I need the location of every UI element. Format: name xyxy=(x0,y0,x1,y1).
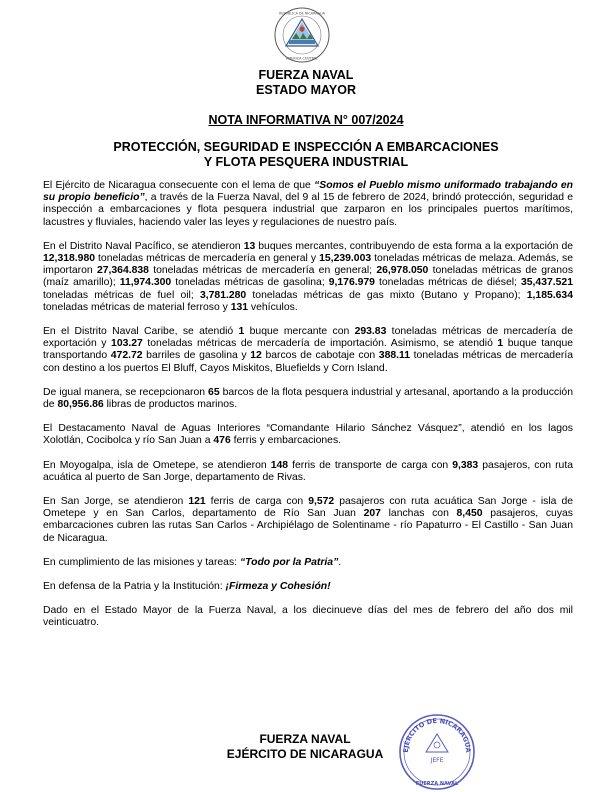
title-line-1: PROTECCIÓN, SEGURIDAD E INSPECCIÓN A EMBARCACIONES xyxy=(113,140,499,154)
paragraph-pacific: En el Distrito Naval Pacífico, se atendieron 13 buques mercantes, contribuyendo de esta forma a la exportación de 12,318.980 toneladas métricas de mercadería en general y 15,239.003 toneladas métricas de melaza. Además, se importaron 27,364.838 toneladas métricas de mercadería en general; 26,978.050 toneladas métricas de granos (maíz amarillo); 11,974.300 toneladas métricas de gasolina; 9,176.979 toneladas métricas de diésel; 35,437.521 toneladas métricas de fuel oil; 3,781.280 toneladas métricas de gas mixto (Butano y Propano); 1,185.634 toneladas métricas de material ferroso y 131 vehículos. xyxy=(43,240,574,313)
document-body xyxy=(43,180,573,642)
paragraph-fishing-fleet: De igual manera, se recepcionaron 65 barcos de la flota pesquera industrial y artesanal, aportando a la producción de 80,956.86 libras de productos marinos. xyxy=(43,386,573,411)
org-line-1: FUERZA NAVAL xyxy=(258,68,354,82)
svg-text:EJÉRCITO DE NICARAGUA: EJÉRCITO DE NICARAGUA xyxy=(401,716,473,753)
paragraph-moyogalpa: En Moyogalpa, isla de Ometepe, se atendieron 148 ferris de transporte de carga con 9,383 pasajeros, con ruta acuática al puerto de San Jorge, departamento de Rivas. xyxy=(43,459,573,483)
paragraph-caribbean: En el Distrito Naval Caribe, se atendió 1 buque mercante con 293.83 toneladas métricas de mercadería de exportación y 103.27 toneladas métricas de mercadería de importación. Asimismo, se atendió 1 buque tanque transportando 472.72 barriles de gasolina y 12 barcos de cabotaje con 388.11 toneladas métricas de mercadería con destino a los puertos El Bluff, Cayos Miskitos, Bluefields y Corn Island. xyxy=(43,326,573,374)
svg-text:AMERICA CENTRAL: AMERICA CENTRAL xyxy=(285,56,319,61)
motto: “Todo por la Patria” xyxy=(239,556,339,568)
motto: “Somos el Pueblo mismo uniformado trabajando en su propio beneficio” xyxy=(43,180,573,204)
paragraph-san-jorge: En San Jorge, se atendieron 121 ferris de carga con 9,572 pasajeros con ruta acuática San Jorge - isla de Ometepe y en San Carlos, departamento de Río San Juan 207 lanchas con 8,450 pasajeros, cuyas embarcaciones cubren las rutas San Carlos - Archipiélago de Solentiname - río Papaturro - El Castillo - San Juan de Nicaragua. xyxy=(43,496,573,544)
motto: ¡Firmeza y Cohesión! xyxy=(225,581,331,593)
paragraph-intro: El Ejército de Nicaragua consecuente con el lema de que “Somos el Pueblo mismo uniformado trabajando en su propio beneficio”, a través de la Fuerza Naval, del 9 al 15 de febrero de 2024, brindó protección, seguridad e inspección a embarcaciones y flota pesquera industrial que zarparon en los principales puertos marítimos, lacustres y fluviales, haciendo valer las leyes y regulaciones de nuestro país. xyxy=(43,180,573,228)
org-line-2: ESTADO MAYOR xyxy=(255,83,356,97)
signature-line-2: EJÉRCITO DE NICARAGUA xyxy=(226,747,384,761)
national-seal-icon xyxy=(272,6,332,64)
svg-text:FUERZA NAVAL: FUERZA NAVAL xyxy=(415,781,459,787)
svg-text:REPUBLICA DE NICARAGUA: REPUBLICA DE NICARAGUA xyxy=(279,11,325,16)
signature-line-1: FUERZA NAVAL xyxy=(259,732,351,746)
paragraph-missions: En cumplimiento de las misiones y tareas: “Todo por la Patria”. xyxy=(43,556,342,568)
title-line-2: Y FLOTA PESQUERA INDUSTRIAL xyxy=(203,155,409,169)
signature-block xyxy=(190,732,420,762)
paragraph-defense: En defensa de la Patria y la Institución: ¡Firmeza y Cohesión! xyxy=(43,581,331,593)
document-number: NOTA INFORMATIVA N° 007/2024 xyxy=(208,113,404,127)
document-title xyxy=(0,140,612,170)
paragraph-closing: Dado en el Estado Mayor de la Fuerza Naval, a los diecinueve días del mes de febrero del año dos mil veinticuatro. xyxy=(43,605,573,629)
paragraph-inland-waters: El Destacamento Naval de Aguas Interiores “Comandante Hilario Sánchez Vásquez”, atendió en los lagos Xolotlán, Cocibolca y río San Juan a 476 ferris y embarcaciones. xyxy=(43,423,573,447)
organization-header xyxy=(0,68,612,98)
svg-text:JEFE: JEFE xyxy=(430,757,444,764)
